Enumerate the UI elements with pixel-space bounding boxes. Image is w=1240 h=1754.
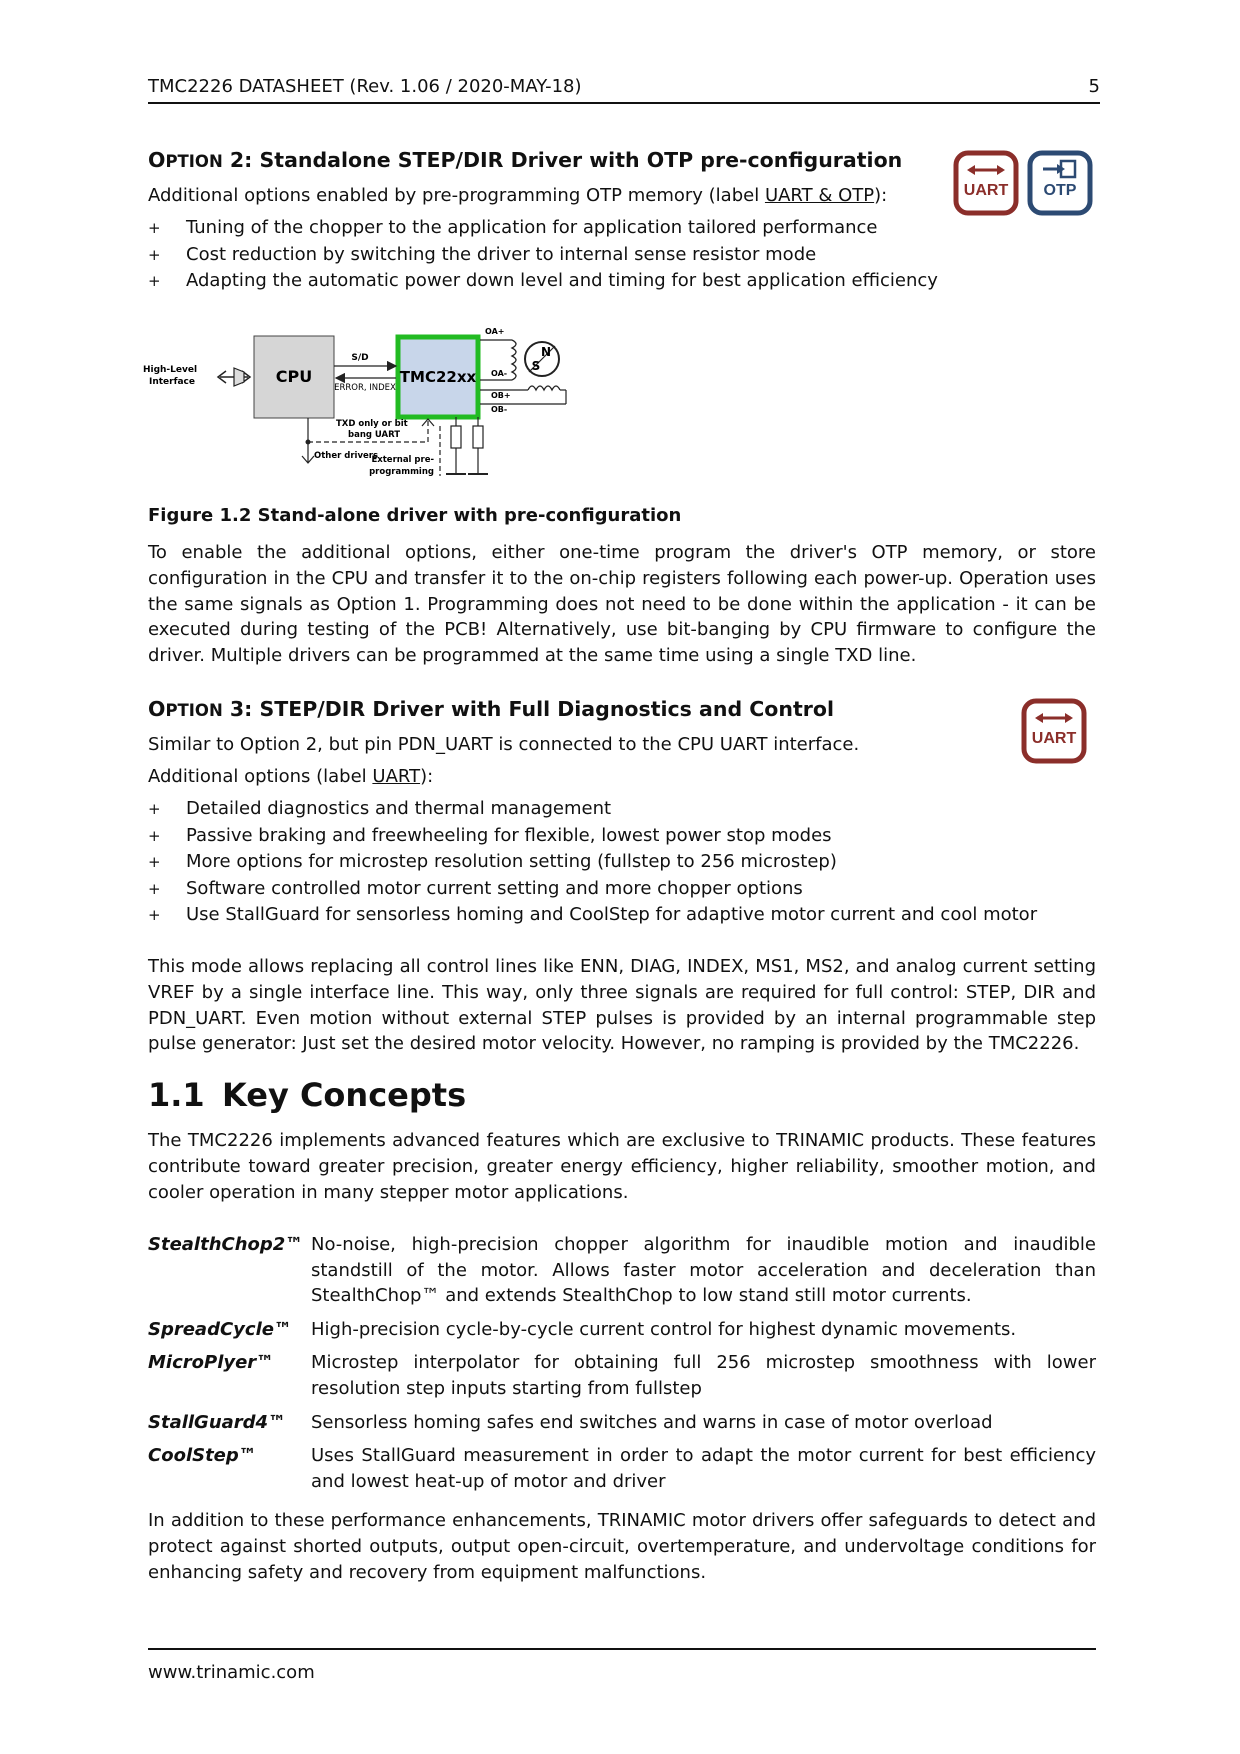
concept-desc: Uses StallGuard measurement in order to adapt the motor current for best efficiency and lowest heat-up of motor and driver: [311, 1445, 1096, 1492]
para-mode: This mode allows replacing all control lines like ENN, DIAG, INDEX, MS1, MS2, and analog current setting VREF by a single interface line. This way, only three signals are required for full control: STEP, DIR and PDN_UART. Even motion without external STEP pulses is provided by an internal programmable step pulse generator: Just set the desired motor velocity. However, no ramping is provided by the TMC2226.: [148, 956, 1096, 1055]
concept-row: [148, 1317, 1096, 1343]
concept-desc: No-noise, high-precision chopper algorithm for inaudible motion and inaudible standstill of the motor. Allows faster motor acceleration and deceleration than StealthChop™ and extends StealthChop to low stand still motor currents.: [311, 1234, 1096, 1307]
footer-url[interactable]: www.trinamic.com: [148, 1662, 315, 1683]
option2-intro: Additional options enabled by pre-programming OTP memory (label UART & OTP):: [148, 185, 888, 206]
tmc22xx-label: TMC22xx: [399, 368, 477, 386]
bang-uart-label: bang UART: [348, 430, 401, 440]
cpu-label: CPU: [275, 367, 313, 386]
list-item: + Software controlled motor current setting and more chopper options: [148, 876, 1037, 903]
list-item: + Detailed diagnostics and thermal management: [148, 796, 1037, 823]
programming-label: programming: [369, 467, 434, 477]
list-item: + Cost reduction by switching the driver to internal sense resistor mode: [148, 242, 938, 269]
concepts-list: [148, 1232, 1096, 1502]
option2-heading: OPTION 2: Standalone STEP/DIR Driver with OTP pre-configuration: [148, 148, 903, 172]
header-rule: [148, 102, 1100, 104]
option3-line2: Additional options (label UART):: [148, 766, 434, 787]
txd-label: TXD only or bit: [336, 419, 408, 429]
uart-badge-text: UART: [963, 182, 1009, 199]
concept-row: [148, 1443, 1096, 1494]
coil-b-icon: [528, 386, 560, 390]
motor-n-label: N: [540, 345, 552, 359]
uart-badge-icon-2: [1021, 698, 1087, 764]
interface-label: Interface: [148, 377, 195, 387]
uart-otp-label: UART & OTP: [764, 185, 875, 206]
uart-badge-text-2: UART: [1031, 730, 1077, 747]
footer-rule: [148, 1648, 1096, 1650]
motor-s-label: S: [531, 359, 541, 373]
option2-bullets: [148, 215, 938, 295]
sd-label: S/D: [351, 353, 369, 363]
coil-a-icon: [512, 340, 516, 380]
ob-plus-label: OB+: [491, 391, 511, 400]
list-item: + Use StallGuard for sensorless homing and CoolStep for adaptive motor current and cool motor: [148, 902, 1037, 929]
otp-badge-text: OTP: [1043, 182, 1077, 199]
section-title: Key Concepts: [222, 1076, 467, 1114]
oa-plus-label: OA+: [485, 327, 505, 336]
concept-row: [148, 1232, 1096, 1309]
para-addition: In addition to these performance enhancements, TRINAMIC motor drivers offer safeguards to detect and protect against shorted outputs, output open-circuit, overtemperature, and undervoltage conditions for enhancing safety and recovery from equipment malfunctions.: [148, 1510, 1096, 1583]
list-item: + Tuning of the chopper to the application for application tailored performance: [148, 215, 938, 242]
standalone-driver-diagram: [142, 326, 678, 486]
list-item: + Adapting the automatic power down level and timing for best application efficiency: [148, 268, 938, 295]
sense-resistor-b: [473, 426, 483, 448]
page-number: 5: [1088, 76, 1100, 97]
other-drivers-label: Other drivers: [314, 451, 379, 461]
figure-caption: Figure 1.2 Stand-alone driver with pre-configuration: [148, 505, 682, 526]
concept-row: [148, 1410, 1096, 1436]
list-item: + Passive braking and freewheeling for flexible, lowest power stop modes: [148, 823, 1037, 850]
uart-badge-icon: [953, 150, 1019, 216]
concept-desc: High-precision cycle-by-cycle current control for highest dynamic movements.: [311, 1318, 1017, 1340]
concept-row: [148, 1350, 1096, 1401]
concept-term: StallGuard4™: [148, 1411, 287, 1433]
concept-term: StealthChop2™: [148, 1234, 304, 1255]
error-index-label: ERROR, INDEX: [334, 383, 396, 393]
high-level-label: High-Level: [142, 365, 198, 375]
para-enable: To enable the additional options, either one-time program the driver's OTP memory, or store configuration in the CPU and transfer it to the on-chip registers following each power-up. Operation uses the same signals as Option 1. Programming does not need to be done within the application - it can be executed during testing of the PCB! Alternatively, use bit-banging by CPU firmware to configure the driver. Multiple drivers can be programmed at the same time using a single TXD line.: [148, 542, 1096, 667]
option3-bullets: [148, 796, 1037, 929]
otp-badge-icon: [1027, 150, 1093, 216]
concept-term: CoolStep™: [148, 1445, 257, 1467]
oa-minus-label: OA-: [491, 369, 508, 378]
uart-label: UART: [372, 766, 421, 787]
external-pre-label: External pre-: [371, 455, 434, 465]
datasheet-page: [142, 0, 1100, 1754]
ob-minus-label: OB-: [491, 405, 508, 414]
page-header: [148, 76, 1100, 97]
section-number: 1.1: [148, 1076, 205, 1114]
concept-term: MicroPlyer™: [148, 1352, 275, 1374]
section-heading: [148, 1076, 466, 1114]
concept-desc: Sensorless homing safes end switches and warns in case of motor overload: [311, 1411, 993, 1433]
concept-term: SpreadCycle™: [148, 1318, 292, 1340]
option3-line1: Similar to Option 2, but pin PDN_UART is connected to the CPU UART interface.: [148, 734, 860, 755]
concept-desc: Microstep interpolator for obtaining full 256 microstep smoothness with lower resolution step inputs starting from fullstep: [311, 1352, 1096, 1399]
sense-resistor-a: [451, 426, 461, 448]
option3-heading: OPTION 3: STEP/DIR Driver with Full Diagnostics and Control: [148, 697, 834, 721]
header-title: TMC2226 DATASHEET (Rev. 1.06 / 2020-MAY-18): [148, 76, 582, 97]
list-item: + More options for microstep resolution setting (fullstep to 256 microstep): [148, 849, 1037, 876]
para-key: The TMC2226 implements advanced features which are exclusive to TRINAMIC products. These features contribute toward greater precision, greater energy efficiency, higher reliability, smoother motion, and cooler operation in many stepper motor applications.: [148, 1130, 1096, 1203]
